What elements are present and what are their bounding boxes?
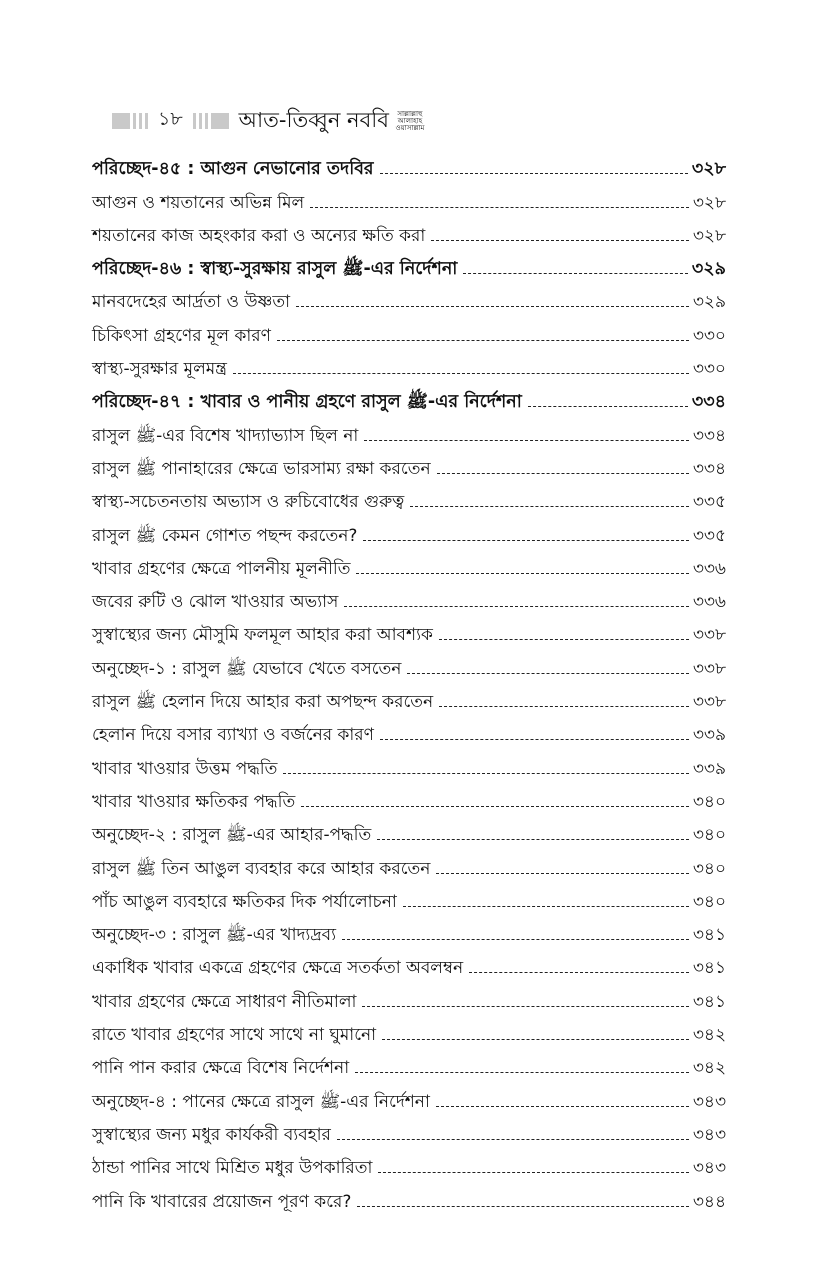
running-header [112,104,432,138]
toc-entry-title: অনুচ্ছেদ-৪ : পানের ক্ষেত্রে রাসুল ﷺ-এর নির্দেশনা [92,1091,430,1112]
toc-entry-page: ৩৩৬ [692,558,726,579]
toc-entry-row [92,978,726,1011]
toc-entry-page: ৩৩০ [692,325,726,346]
toc-entry-row [92,712,726,745]
toc-entry-page: ৩৩৮ [692,625,726,646]
toc-entry-title: স্বাস্থ্য-সুরক্ষার মূলমন্ত্র [92,359,227,380]
toc-entry-row [92,779,726,812]
toc-chapter-row [92,146,726,179]
page-number: ১৮ [158,108,183,130]
toc-entry-page: ৩২৮ [692,225,726,246]
toc-entry-title: খাবার খাওয়ার উত্তম পদ্ধতি [92,758,278,779]
toc-entry-title: পাঁচ আঙুল ব্যবহারে ক্ষতিকর দিক পর্যালোচনা [92,891,397,912]
toc-entry-title: পানি পান করার ক্ষেত্রে বিশেষ নির্দেশনা [92,1058,350,1079]
toc-entry-title: রাতে খাবার গ্রহণের সাথে সাথে না ঘুমানো [92,1025,377,1046]
toc-entry-title: পরিচ্ছেদ-৪৫ : আগুন নেভানোর তদবির [92,159,374,180]
dotted-leader [378,1170,688,1173]
toc-entry-page: ৩২৯ [691,259,726,280]
dotted-leader [357,1204,689,1207]
book-title: আত-তিব্বুন নববি [238,107,389,132]
toc-entry-title: একাধিক খাবার একত্রে গ্রহণের ক্ষেত্রে সতর্কতা অবলম্বন [92,958,464,979]
dotted-leader [356,571,688,574]
toc-entry-title: হেলান দিয়ে বসার ব্যাখ্যা ও বর্জনের কারণ [92,725,374,746]
toc-entry-page: ৩৩৮ [692,658,726,679]
toc-entry-row [92,479,726,512]
dotted-leader [344,604,689,607]
toc-entry-page: ৩৩৫ [692,492,726,513]
toc-chapter-row [92,246,726,279]
toc-entry-title: মানবদেহের আর্দ্রতা ও উষ্ণতা [92,292,291,313]
dotted-leader [407,671,688,674]
toc-entry-title: খাবার খাওয়ার ক্ষতিকর পদ্ধতি [92,791,296,812]
dotted-leader [301,804,689,807]
dotted-leader [380,171,688,174]
toc-entry-page: ৩৩৯ [692,758,726,779]
dotted-leader [469,970,689,973]
toc-entry-row [92,546,726,579]
dotted-leader [277,338,689,341]
toc-entry-title: রাসুল ﷺ তিন আঙুল ব্যবহার করে আহার করতেন [92,858,431,879]
decorative-bars-right [193,113,229,129]
dotted-leader [355,1070,689,1073]
toc-entry-page: ৩৪২ [692,1025,726,1046]
decorative-bars-left [112,113,148,129]
dotted-leader [377,837,689,840]
toc-entry-page: ৩৩০ [692,359,726,380]
toc-entry-page: ৩৪৩ [692,1158,726,1179]
toc-entry-row [92,1045,726,1078]
dotted-leader [310,205,689,208]
salutation-line: ওয়াসাল্লাম [395,124,425,132]
dotted-leader [437,471,689,474]
toc-entry-row [92,645,726,678]
toc-entry-page: ৩২৮ [691,159,726,180]
toc-entry-title: অনুচ্ছেদ-৩ : রাসুল ﷺ-এর খাদ্যদ্রব্য [92,925,337,946]
toc-entry-title: আগুন ও শয়তানের অভিন্ন মিল [92,192,305,213]
toc-entry-row [92,412,726,445]
dotted-leader [436,1104,689,1107]
dotted-leader [436,871,688,874]
toc-entry-title: খাবার গ্রহণের ক্ষেত্রে সাধারণ নীতিমালা [92,991,357,1012]
toc-entry-page: ৩৪৩ [692,1124,726,1145]
toc-entry-title: স্বাস্থ্য-সচেতনতায় অভ্যাস ও রুচিবোধের গুরুত্ব [92,492,405,513]
toc-entry-page: ৩৩৪ [692,425,726,446]
toc-entry-row [92,179,726,212]
toc-entry-title: চিকিৎসা গ্রহণের মূল কারণ [92,325,271,346]
dotted-leader [382,1037,689,1040]
toc-entry-row [92,1145,726,1178]
dotted-leader [296,304,689,307]
dotted-leader [363,538,688,541]
toc-entry-page: ৩৪১ [692,991,726,1012]
toc-entry-title: শয়তানের কাজ অহংকার করা ও অন্যের ক্ষতি করা [92,225,426,246]
toc-entry-page: ৩৪৪ [692,1191,726,1212]
toc-chapter-row [92,379,726,412]
toc-entry-page: ৩৪০ [692,825,726,846]
toc-entry-page: ৩৪০ [692,858,726,879]
dotted-leader [380,737,689,740]
dotted-leader [439,637,689,640]
toc-entry-row [92,679,726,712]
toc-entry-title: অনুচ্ছেদ-২ : রাসুল ﷺ-এর আহার-পদ্ধতি [92,825,372,846]
toc-entry-page: ৩৩৯ [692,725,726,746]
dotted-leader [463,271,688,274]
toc-entry-page: ৩২৯ [692,292,726,313]
table-of-contents [92,146,726,1212]
toc-entry-page: ৩৪০ [692,891,726,912]
toc-entry-row [92,1078,726,1111]
toc-entry-title: রাসুল ﷺ হেলান দিয়ে আহার করা অপছন্দ করতেন [92,692,434,713]
toc-entry-page: ৩৩৫ [692,525,726,546]
toc-entry-row [92,213,726,246]
toc-entry-page: ৩৩৬ [692,592,726,613]
dotted-leader [439,704,689,707]
dotted-leader [362,1004,688,1007]
toc-entry-row [92,879,726,912]
toc-entry-row [92,1178,726,1211]
dotted-leader [528,404,688,407]
toc-entry-title: খাবার গ্রহণের ক্ষেত্রে পালনীয় মূলনীতি [92,558,351,579]
toc-entry-page: ৩২৮ [692,192,726,213]
dotted-leader [403,904,689,907]
toc-entry-page: ৩৪১ [692,925,726,946]
toc-entry-row [92,279,726,312]
toc-entry-title: জবের রুটি ও ঝোল খাওয়ার অভ্যাস [92,592,339,613]
dotted-leader [410,504,689,507]
toc-entry-page: ৩৪২ [692,1058,726,1079]
toc-entry-page: ৩৩৪ [692,458,726,479]
toc-entry-row [92,745,726,778]
toc-entry-row [92,612,726,645]
toc-entry-page: ৩৩৮ [692,692,726,713]
toc-entry-row [92,346,726,379]
dotted-leader [431,238,689,241]
toc-entry-row [92,1012,726,1045]
toc-entry-title: সুস্বাস্থ্যের জন্য মৌসুমি ফলমূল আহার করা আবশ্যক [92,625,433,646]
salutation-mark [393,111,427,132]
toc-entry-row [92,912,726,945]
toc-entry-row [92,446,726,479]
toc-entry-title: অনুচ্ছেদ-১ : রাসুল ﷺ যেভাবে খেতে বসতেন [92,658,402,679]
dotted-leader [342,937,689,940]
toc-entry-row [92,1112,726,1145]
toc-entry-row [92,579,726,612]
toc-entry-page: ৩৪০ [692,791,726,812]
toc-entry-page: ৩৩৪ [691,392,726,413]
toc-entry-row [92,812,726,845]
toc-entry-title: পরিচ্ছেদ-৪৬ : স্বাস্থ্য-সুরক্ষায় রাসুল ﷺ-এর নির্দেশনা [92,259,458,280]
toc-entry-title: সুস্বাস্থ্যের জন্য মধুর কার্যকরী ব্যবহার [92,1124,331,1145]
toc-entry-row [92,512,726,545]
toc-entry-page: ৩৪৩ [692,1091,726,1112]
toc-entry-row [92,945,726,978]
toc-entry-title: পানি কি খাবারের প্রয়োজন পূরণ করে? [92,1191,352,1212]
salutation-line: আলাইহি [397,117,423,125]
toc-entry-title: ঠান্ডা পানির সাথে মিশ্রিত মধুর উপকারিতা [92,1158,373,1179]
dotted-leader [283,771,688,774]
toc-entry-row [92,845,726,878]
toc-entry-row [92,312,726,345]
dotted-leader [233,371,689,374]
toc-entry-title: রাসুল ﷺ পানাহারের ক্ষেত্রে ভারসাম্য রক্ষা করতেন [92,458,431,479]
toc-entry-page: ৩৪১ [692,958,726,979]
toc-entry-title: পরিচ্ছেদ-৪৭ : খাবার ও পানীয় গ্রহণে রাসুল ﷺ-এর নির্দেশনা [92,392,522,413]
toc-entry-title: রাসুল ﷺ কেমন গোশত পছন্দ করতেন? [92,525,358,546]
toc-entry-title: রাসুল ﷺ-এর বিশেষ খাদ্যাভ্যাস ছিল না [92,425,359,446]
dotted-leader [337,1137,689,1140]
salutation-line: সাল্লাল্লাহু [397,110,423,118]
dotted-leader [364,438,689,441]
